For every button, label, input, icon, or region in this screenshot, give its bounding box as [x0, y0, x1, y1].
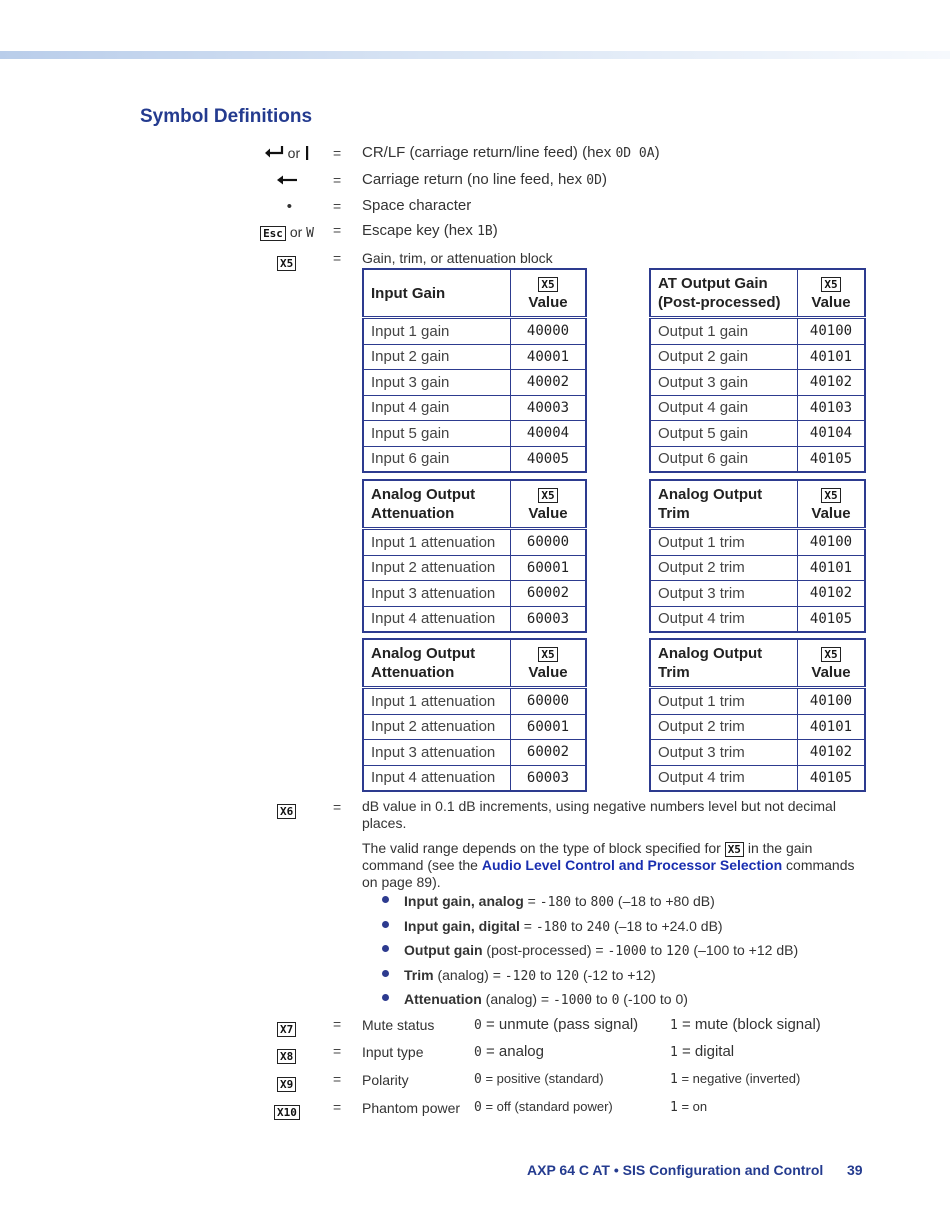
row-value: 40101 [798, 344, 866, 370]
row-value: 40002 [511, 370, 587, 396]
table-row [650, 688, 865, 715]
range-list-item: Attenuation (analog) = -1000 to 0 (-100 to 0) [380, 991, 798, 1016]
row-value: 60001 [511, 555, 587, 581]
row-value: 60000 [511, 529, 587, 556]
table-row [363, 344, 586, 370]
row-value: 40101 [798, 714, 866, 740]
table-row [363, 714, 586, 740]
state-name: Mute status [362, 1017, 435, 1033]
analog-trim-table [649, 479, 866, 633]
crlf-symbol [250, 145, 310, 161]
row-value: 60000 [511, 688, 587, 715]
table-row [650, 714, 865, 740]
table-row [650, 344, 865, 370]
x6-symbol: X6 [277, 802, 296, 820]
table-row [363, 395, 586, 421]
row-label: Input 5 gain [363, 421, 511, 447]
equals-sign: = [333, 1071, 342, 1087]
analog-attenuation-table [362, 479, 587, 633]
x6-range-list [380, 893, 798, 1016]
cr-description: Carriage return (no line feed, hex 0D) [362, 171, 607, 188]
row-label: Output 2 gain [650, 344, 798, 370]
x6-description: dB value in 0.1 dB increments, using negative numbers level but not decimal places. [362, 798, 836, 831]
state-value-1: 1 = negative (inverted) [670, 1071, 801, 1087]
row-label: Input 3 attenuation [363, 581, 511, 607]
row-label: Output 2 trim [650, 714, 798, 740]
return-arrow-icon [264, 145, 284, 159]
equals-sign: = [333, 198, 342, 214]
row-value: 40102 [798, 740, 866, 766]
row-value: 60002 [511, 581, 587, 607]
state-value-1: 1 = on [670, 1099, 708, 1115]
row-value: 40105 [798, 446, 866, 472]
row-label: Output 4 trim [650, 606, 798, 632]
table-row [650, 606, 865, 632]
state-name: Input type [362, 1044, 424, 1060]
table-row [650, 421, 865, 447]
row-value: 40003 [511, 395, 587, 421]
table-title: AT Output Gain (Post-processed) [650, 269, 798, 318]
table-row [650, 370, 865, 396]
table-row [650, 446, 865, 472]
at-output-gain-rows [650, 318, 865, 473]
row-label: Input 1 gain [363, 318, 511, 345]
row-label: Input 2 gain [363, 344, 511, 370]
bullet-icon [382, 945, 389, 952]
row-value: 40105 [798, 765, 866, 791]
hex-code: 0D 0A [615, 146, 655, 161]
table-row [363, 555, 586, 581]
table-row [363, 529, 586, 556]
space-symbol: • [286, 198, 292, 215]
analog-trim-rows [650, 529, 865, 633]
range-list-item: Input gain, digital = -180 to 240 (–18 to +24.0 dB) [380, 918, 798, 943]
equals-sign: = [333, 172, 342, 188]
x5-symbol: X5 [277, 254, 296, 272]
page-number: 39 [847, 1162, 863, 1178]
table-row [650, 765, 865, 791]
range-list-item: Output gain (post-processed) = -1000 to 120 (–100 to +12 dB) [380, 942, 798, 967]
equals-sign: = [333, 1016, 342, 1032]
analog-attenuation-table-2 [362, 638, 587, 792]
table-row [363, 370, 586, 396]
x5-description: Gain, trim, or attenuation block [362, 250, 553, 266]
row-value: 40001 [511, 344, 587, 370]
equals-sign: = [333, 1043, 342, 1059]
table-row [650, 740, 865, 766]
table-row [363, 688, 586, 715]
value-header: X5 Value [798, 269, 866, 318]
row-value: 40100 [798, 688, 866, 715]
row-value: 40102 [798, 581, 866, 607]
row-value: 40000 [511, 318, 587, 345]
row-label: Output 4 gain [650, 395, 798, 421]
table-row [650, 555, 865, 581]
row-value: 40103 [798, 395, 866, 421]
row-label: Input 3 attenuation [363, 740, 511, 766]
bullet-icon [382, 994, 389, 1001]
row-label: Output 3 gain [650, 370, 798, 396]
state-value-0: 0 = unmute (pass signal) [474, 1016, 639, 1033]
table-row [363, 606, 586, 632]
row-label: Output 3 trim [650, 581, 798, 607]
row-value: 40101 [798, 555, 866, 581]
crlf-or-text: or [287, 145, 301, 161]
state-value-1: 1 = digital [670, 1043, 735, 1060]
row-value: 40102 [798, 370, 866, 396]
table-row [363, 740, 586, 766]
at-output-gain-table [649, 268, 866, 473]
section-title: Symbol Definitions [140, 106, 313, 127]
table-row [363, 765, 586, 791]
state-name: Polarity [362, 1072, 409, 1088]
row-label: Output 4 trim [650, 765, 798, 791]
value-header: X5 Value [798, 480, 866, 529]
row-label: Input 1 attenuation [363, 688, 511, 715]
state-value-0: 0 = analog [474, 1043, 544, 1060]
equals-sign: = [333, 1099, 342, 1115]
row-label: Output 6 gain [650, 446, 798, 472]
table-row [363, 318, 586, 345]
input-gain-table [362, 268, 587, 473]
analog-trim-table-2 [649, 638, 866, 792]
crlf-description: CR/LF (carriage return/line feed) (hex 0D 0A) [362, 144, 660, 161]
analog-trim-rows-2 [650, 688, 865, 792]
esc-description: Escape key (hex 1B) [362, 222, 498, 239]
audio-level-control-link[interactable]: Audio Level Control and Processor Selection [481, 857, 783, 873]
x10-symbol: X10 [274, 1103, 300, 1121]
cr-symbol [250, 173, 298, 189]
equals-sign: = [333, 222, 342, 238]
pipe-icon [304, 145, 310, 161]
header-gradient-bar [0, 51, 950, 59]
table-row [650, 318, 865, 345]
row-label: Input 4 gain [363, 395, 511, 421]
table-row [650, 581, 865, 607]
table-row [650, 395, 865, 421]
bullet-icon [382, 896, 389, 903]
row-value: 60002 [511, 740, 587, 766]
row-value: 60003 [511, 606, 587, 632]
analog-attenuation-rows-2 [363, 688, 586, 792]
table-row [363, 421, 586, 447]
row-label: Input 2 attenuation [363, 555, 511, 581]
state-name: Phantom power [362, 1100, 461, 1116]
row-label: Input 2 attenuation [363, 714, 511, 740]
row-label: Output 2 trim [650, 555, 798, 581]
row-label: Output 1 trim [650, 529, 798, 556]
table-row [363, 581, 586, 607]
footer-title: AXP 64 C AT • SIS Configuration and Control [527, 1162, 824, 1178]
row-label: Output 1 trim [650, 688, 798, 715]
row-label: Input 6 gain [363, 446, 511, 472]
value-header: X5 Value [511, 639, 587, 688]
analog-attenuation-rows [363, 529, 586, 633]
x7-symbol: X7 [277, 1020, 296, 1038]
hex-code: 0D [586, 173, 602, 188]
row-value: 40105 [798, 606, 866, 632]
equals-sign: = [333, 250, 342, 266]
equals-sign: = [333, 145, 342, 161]
x6-range-note: The valid range depends on the type of block specified for X5 in the gain command (see the Audio Level Control and Processor Selection commands on page 89). [362, 840, 855, 890]
range-list-item: Input gain, analog = -180 to 800 (–18 to +80 dB) [380, 893, 798, 918]
state-value-0: 0 = positive (standard) [474, 1071, 604, 1087]
input-gain-rows [363, 318, 586, 473]
row-label: Output 3 trim [650, 740, 798, 766]
row-label: Output 5 gain [650, 421, 798, 447]
row-value: 60003 [511, 765, 587, 791]
row-label: Input 4 attenuation [363, 765, 511, 791]
bullet-icon [382, 921, 389, 928]
state-value-1: 1 = mute (block signal) [670, 1016, 821, 1033]
bullet-icon [382, 970, 389, 977]
table-title: Analog Output Attenuation [363, 639, 511, 688]
value-header: X5 Value [798, 639, 866, 688]
value-header: X5 Value [511, 480, 587, 529]
value-header: X5 Value [511, 269, 587, 318]
x8-symbol: X8 [277, 1047, 296, 1065]
row-label: Input 1 attenuation [363, 529, 511, 556]
hex-code: 1B [477, 224, 493, 239]
row-label: Output 1 gain [650, 318, 798, 345]
esc-symbol: Esc or W [250, 224, 314, 241]
table-title: Input Gain [363, 269, 511, 318]
row-value: 40004 [511, 421, 587, 447]
table-title: Analog Output Attenuation [363, 480, 511, 529]
row-label: Input 3 gain [363, 370, 511, 396]
x9-symbol: X9 [277, 1075, 296, 1093]
row-value: 40100 [798, 529, 866, 556]
row-value: 40005 [511, 446, 587, 472]
esc-key-box: Esc [260, 226, 286, 241]
table-title: Analog Output Trim [650, 639, 798, 688]
row-value: 40104 [798, 421, 866, 447]
state-value-0: 0 = off (standard power) [474, 1099, 613, 1115]
table-title: Analog Output Trim [650, 480, 798, 529]
left-arrow-icon [276, 174, 298, 186]
row-value: 60001 [511, 714, 587, 740]
equals-sign: = [333, 799, 342, 815]
row-label: Input 4 attenuation [363, 606, 511, 632]
range-list-item: Trim (analog) = -120 to 120 (-12 to +12) [380, 967, 798, 992]
table-row [650, 529, 865, 556]
space-description: Space character [362, 197, 472, 214]
row-value: 40100 [798, 318, 866, 345]
table-row [363, 446, 586, 472]
